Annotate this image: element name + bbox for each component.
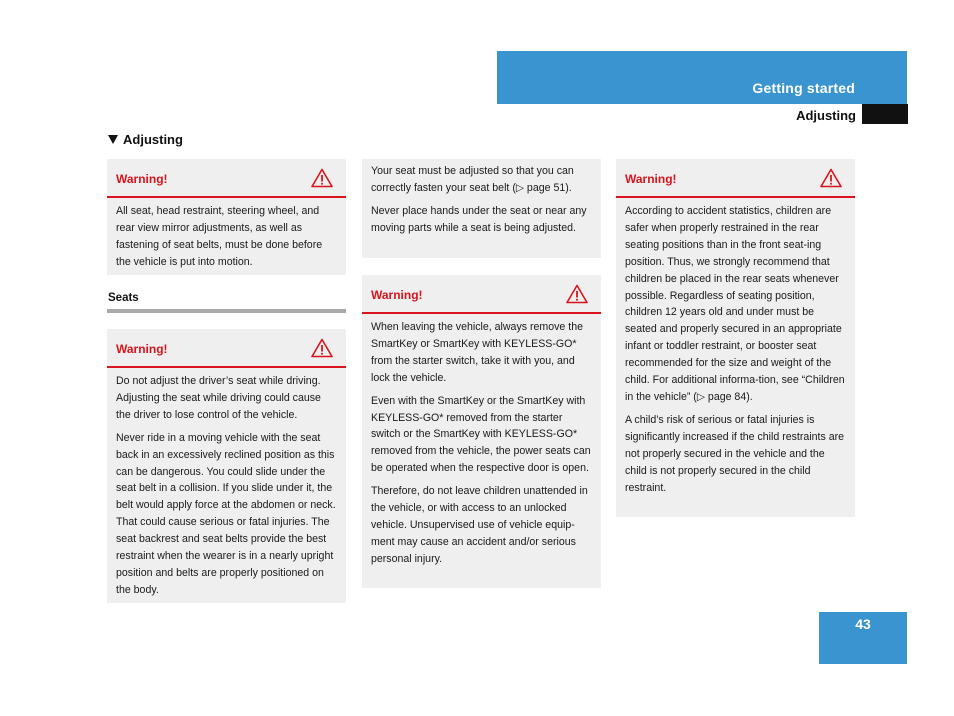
warning-label: Warning! (625, 172, 677, 186)
triangle-down-icon (108, 135, 118, 144)
warning-box-col3 (616, 159, 855, 517)
warning-paragraph: Never ride in a moving vehicle with the seat back in an excessively reclined position as this can be dangerous. You could slide under the seat belt in a collision. If you slide under it, the belt would apply force at the abdomen or neck. That could cause serious or fatal injuries. The seat backrest and seat belts provide the best restraint when the wearer is in a nearly upright position and belts are properly positioned on the body. (116, 431, 336, 596)
header-marker (862, 104, 908, 124)
warning-paragraph: Do not adjust the driver’s seat while driving. Adjusting the seat while driving could cause the driver to lose control of the vehicle. (116, 375, 321, 421)
warning-paragraph: Even with the SmartKey or the SmartKey with KEYLESS-GO* removed from the starter switch or the SmartKey with KEYLESS-GO* removed from the vehicle, the power seats can be operated when the respective door is open. (371, 394, 591, 475)
chapter-header-bar (497, 51, 907, 104)
warning-header (107, 159, 346, 198)
warning-triangle-icon (820, 168, 842, 188)
warning-body (616, 198, 855, 502)
warning-header (362, 275, 601, 314)
warning-body (362, 314, 601, 574)
continued-text-box-col2 (362, 159, 601, 258)
warning-label: Warning! (116, 342, 168, 356)
seats-divider (107, 309, 346, 313)
continued-body (362, 159, 601, 242)
warning-body (107, 198, 346, 277)
warning-triangle-icon (311, 168, 333, 188)
warning-box-col1-seats (107, 329, 346, 603)
section-heading (108, 132, 183, 147)
page-number-tab (819, 612, 907, 664)
section-heading-text: Adjusting (123, 132, 183, 147)
warning-label: Warning! (371, 288, 423, 302)
warning-paragraph: Therefore, do not leave children unattended in the vehicle, or with access to an unlocked vehicle. Unsupervised use of vehicle equip-ment may cause an accident and/or serious personal injury. (371, 485, 588, 565)
body-paragraph: Your seat must be adjusted so that you can correctly fasten your seat belt (▷ page 51). (371, 165, 574, 194)
body-paragraph: Never place hands under the seat or near any moving parts while a seat is being adjusted. (371, 204, 587, 234)
warning-box-col2 (362, 275, 601, 588)
warning-label: Warning! (116, 172, 168, 186)
warning-paragraph: All seat, head restraint, steering wheel, and rear view mirror adjustments, as well as fastening of seat belts, must be done before the vehicle is put into motion. (116, 205, 323, 268)
section-subtitle: Adjusting (796, 108, 856, 123)
page-number: 43 (855, 616, 871, 632)
seats-heading: Seats (108, 292, 139, 304)
warning-header (107, 329, 346, 368)
warning-body (107, 368, 346, 605)
warning-paragraph: According to accident statistics, children are safer when properly restrained in the rear seating positions than in the front seat-ing position. Thus, we strongly recommend that children be placed in the rear seats whenever possible. Regardless of seating position, children 12 years old and under must be seated and properly secured in an appropriate infant or toddler restraint, or booster seat recommended for the size and weight of the child. For additional informa-tion, see “Children in the vehicle” (▷ page 84). (625, 205, 845, 403)
warning-triangle-icon (566, 284, 588, 304)
warning-header (616, 159, 855, 198)
warning-paragraph: When leaving the vehicle, always remove the SmartKey or SmartKey with KEYLESS-GO* from the starter switch, take it with you, and lock the vehicle. (371, 321, 583, 384)
chapter-title: Getting started (752, 80, 855, 96)
warning-paragraph: A child’s risk of serious or fatal injuries is significantly increased if the child restraints are not properly secured in the vehicle and the child is not properly secured in the child restraint. (625, 413, 845, 494)
warning-box-col1-top (107, 159, 346, 275)
warning-triangle-icon (311, 338, 333, 358)
